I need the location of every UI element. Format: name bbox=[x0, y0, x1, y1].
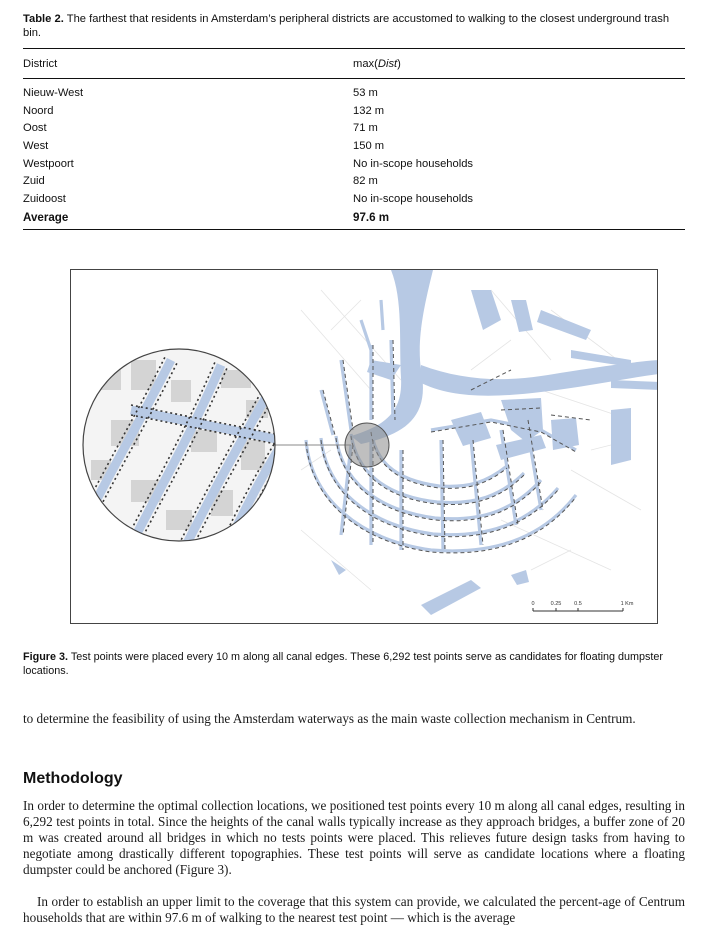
table-cell-district: Oost bbox=[23, 122, 47, 135]
table-row bbox=[23, 156, 685, 174]
table-bottom-rule bbox=[23, 229, 685, 230]
table-cell-value: No in-scope households bbox=[353, 157, 474, 170]
zoom-area-circle bbox=[345, 423, 389, 467]
table-row bbox=[23, 85, 685, 103]
map-graphic bbox=[71, 270, 658, 624]
table-caption-text: The farthest that residents in Amsterdam’s peripheral districts are accustomed to walking to the closest underground trash bin. bbox=[23, 13, 670, 39]
table-cell-value: 132 m bbox=[353, 104, 385, 117]
table-header-max-var: Dist bbox=[377, 58, 398, 70]
table-row bbox=[23, 191, 685, 209]
section-heading: Methodology bbox=[23, 770, 123, 787]
methodology-paragraph-2: In order to establish an upper limit to the coverage that this system can provide, we calculated the percent-age of Centrum households that are within 97.6 m of walking to the nearest test point — which is the average bbox=[23, 894, 685, 925]
scale-label: 0 bbox=[531, 601, 535, 607]
table-header-max-prefix: max( bbox=[353, 58, 378, 70]
figure-label: Figure 3. bbox=[23, 651, 68, 663]
scale-bar bbox=[531, 601, 633, 611]
table-header-district: District bbox=[23, 58, 58, 70]
scale-label: 1 Km bbox=[620, 601, 634, 607]
figure-caption bbox=[23, 650, 685, 678]
scale-label: 0.5 bbox=[574, 601, 582, 607]
table-header-max-dist bbox=[353, 58, 401, 70]
table-cell-district: Zuid bbox=[23, 175, 45, 188]
figure-caption-text: Test points were placed every 10 m along all canal edges. These 6,292 test points serve as candidates for floating dumpster locations. bbox=[23, 651, 663, 677]
scale-label: 0.25 bbox=[550, 601, 562, 607]
table-row-average bbox=[23, 209, 685, 227]
table-caption bbox=[23, 12, 685, 40]
table-cell-value: 97.6 m bbox=[353, 210, 390, 224]
figure-map bbox=[70, 269, 658, 624]
table-cell-value: No in-scope households bbox=[353, 193, 474, 206]
table-cell-value: 150 m bbox=[353, 140, 385, 153]
table-header-max-suffix: ) bbox=[397, 58, 401, 70]
table-cell-value: 82 m bbox=[353, 175, 378, 188]
methodology-paragraph-1: In order to determine the optimal collection locations, we positioned test points every 10 m along all canal edges, resulting in 6,292 test points in total. Since the heights of the canal walls typically increase as they approach bridges, a buffer zone of 20 m was created around all bridges in which no tests points were placed. This relieves future design tasks from having to negotiate among drastically different topographies. These test points will serve as candidate locations where a floating dumpster could be anchored (Figure 3). bbox=[23, 798, 685, 877]
table-cell-value: 53 m bbox=[353, 87, 378, 99]
table-row bbox=[23, 173, 685, 191]
intro-continuation: to determine the feasibility of using the Amsterdam waterways as the main waste collection mechanism in Centrum. bbox=[23, 711, 636, 726]
table-row bbox=[23, 120, 685, 138]
table-top-rule bbox=[23, 48, 685, 49]
table-cell-value: 71 m bbox=[353, 122, 378, 135]
table-cell-district: West bbox=[23, 140, 49, 153]
table-body bbox=[23, 85, 685, 227]
table-cell-district: Zuidoost bbox=[23, 193, 66, 206]
table-cell-district: Westpoort bbox=[23, 157, 74, 170]
table-row bbox=[23, 138, 685, 156]
table-cell-district: Average bbox=[23, 210, 69, 224]
table-label: Table 2. bbox=[23, 13, 64, 25]
magnifier-inset bbox=[71, 330, 297, 568]
table-header-rule bbox=[23, 78, 685, 79]
table-cell-district: Nieuw-West bbox=[23, 87, 84, 99]
table-cell-district: Noord bbox=[23, 104, 54, 117]
table-row bbox=[23, 103, 685, 121]
